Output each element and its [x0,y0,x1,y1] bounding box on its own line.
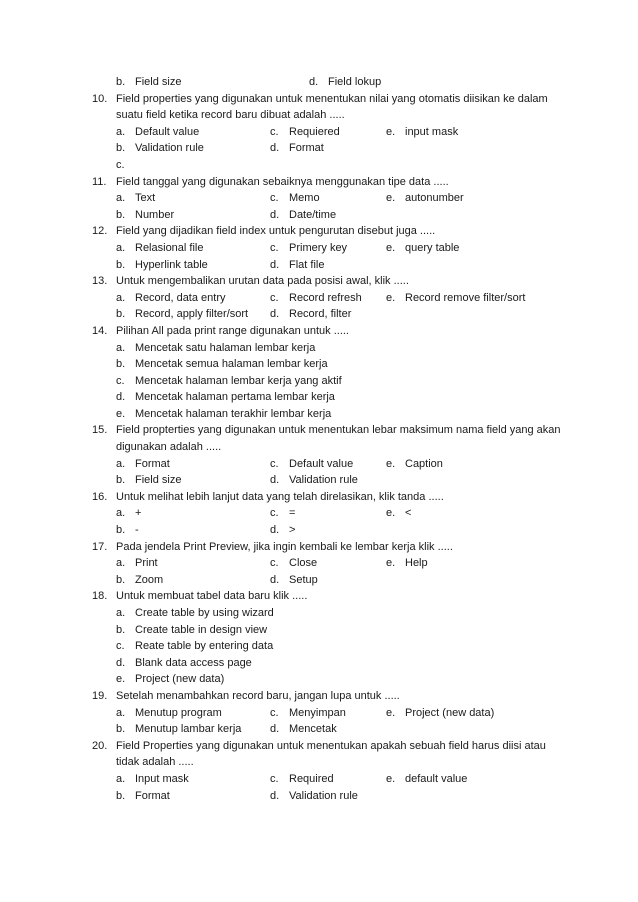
question-text: digunakan adalah ..... [116,441,222,454]
option-row [0,671,638,688]
option-row [0,638,638,655]
option-letter: e. [386,457,396,470]
option-letter: a. [116,457,126,470]
option-text: Memo [289,192,320,205]
option-row [0,622,638,639]
option-letter: a. [116,291,126,304]
option-text: Mencetak halaman terakhir lembar kerja [135,407,332,420]
option-text: = [289,507,296,520]
question-number: 18. [92,590,108,603]
option-letter: d. [270,723,280,736]
option-letter: c. [116,640,125,653]
option-letter: b. [116,142,126,155]
option-letter: e. [386,706,396,719]
option-letter: d. [270,573,280,586]
option-row [0,389,638,406]
option-text: Record remove filter/sort [405,291,526,304]
option-row [0,373,638,390]
question-number: 19. [92,689,108,702]
option-row [0,257,638,274]
option-letter: e. [386,557,396,570]
question-text: Pada jendela Print Preview, jika ingin kembali ke lembar kerja klik ..... [116,540,453,553]
document-page [0,74,638,804]
option-row [0,306,638,323]
option-text: Setup [289,573,318,586]
question-number: 10. [92,92,108,105]
option-row [0,788,638,805]
question-line [0,422,638,439]
option-row [0,605,638,622]
option-letter: a. [116,241,126,254]
option-letter: a. [116,507,126,520]
question-text: tidak adalah ..... [116,756,194,769]
option-letter: d. [270,789,280,802]
question-line [0,489,638,506]
option-row [0,157,638,174]
option-letter: a. [116,192,126,205]
option-text: default value [405,772,468,785]
question-text: Field tanggal yang digunakan sebaiknya menggunakan tipe data ..... [116,175,449,188]
question-text: suatu field ketika record baru dibuat adalah ..... [116,109,345,122]
option-letter: b. [116,258,126,271]
option-letter: d. [116,656,126,669]
option-row [0,505,638,522]
question-text: Untuk mengembalikan urutan data pada posisi awal, klik ..... [116,275,409,288]
question-number: 14. [92,324,108,337]
option-row [0,406,638,423]
option-row [0,356,638,373]
question-line-cont [0,439,638,456]
option-letter: b. [116,723,126,736]
option-text: Format [135,789,170,802]
option-text: Field lokup [328,76,382,88]
option-text: Field size [135,474,182,487]
option-text: Requiered [289,125,340,138]
option-text: Print [135,557,158,570]
option-letter: e. [386,291,396,304]
option-text: Hyperlink table [135,258,208,271]
option-letter: d. [270,308,280,321]
option-letter: e. [116,407,126,420]
question-text: Untuk melihat lebih lanjut data yang telah direlasikan, klik tanda ..... [116,490,444,503]
option-text: query table [405,241,460,254]
option-text: Project (new data) [405,706,495,719]
option-letter: c. [116,374,125,387]
option-text: Mencetak [289,723,337,736]
option-text: Mencetak satu halaman lembar kerja [135,341,316,354]
option-row [0,124,638,141]
option-row [0,74,638,91]
option-text: Create table by using wizard [135,607,274,619]
option-letter: a. [116,772,126,785]
option-text: Close [289,557,318,570]
option-row [0,522,638,539]
option-text: Record, filter [289,308,352,321]
option-letter: d. [116,391,126,404]
option-letter: e. [386,241,396,254]
question-line [0,539,638,556]
question-number: 20. [92,739,108,752]
option-letter: c. [270,291,279,304]
question-line [0,323,638,340]
question-text: Pilihan All pada print range digunakan untuk ..... [116,324,349,337]
option-row [0,705,638,722]
option-row [0,472,638,489]
option-letter: c. [270,706,279,719]
option-text: Caption [405,457,443,470]
option-text: < [405,507,412,520]
question-number: 15. [92,424,108,437]
option-row [0,207,638,224]
option-letter: d. [270,474,280,487]
option-text: Date/time [289,208,337,221]
option-letter: c. [270,557,279,570]
option-text: Relasional file [135,241,204,254]
option-text: Default value [289,457,354,470]
option-row [0,771,638,788]
question-line [0,738,638,755]
question-number: 11. [92,175,107,188]
question-text: Setelah menambahkan record baru, jangan lupa untuk ..... [116,689,400,702]
option-text: Zoom [135,573,164,586]
option-letter: b. [116,524,126,537]
option-text: Field size [135,76,182,88]
option-text: autonumber [405,192,464,205]
option-row [0,555,638,572]
option-letter: d. [270,142,280,155]
question-text: Field Properties yang digunakan untuk menentukan apakah sebuah field harus diisi atau [116,739,546,752]
option-letter: a. [116,125,126,138]
question-number: 13. [92,275,108,288]
option-text: Menutup lambar kerja [135,723,242,736]
option-letter: b. [116,208,126,221]
option-text: Validation rule [289,789,358,802]
option-letter: e. [386,125,396,138]
option-text: Text [135,192,156,205]
option-row [0,340,638,357]
option-text: + [135,507,142,520]
question-text: Field yang dijadikan field index untuk pengurutan disebut juga ..... [116,225,436,238]
option-row [0,240,638,257]
option-text: Blank data access page [135,656,252,669]
option-text: Format [289,142,324,155]
option-text: Required [289,772,334,785]
option-letter: c. [270,772,279,785]
option-text: Default value [135,125,200,138]
option-letter: a. [116,706,126,719]
option-text: Mencetak halaman pertama lembar kerja [135,391,335,404]
option-text: Validation rule [135,142,204,155]
option-text: Validation rule [289,474,358,487]
option-text: Record, data entry [135,291,226,304]
question-line [0,91,638,108]
option-letter: e. [116,673,126,686]
option-row [0,290,638,307]
option-row [0,140,638,157]
option-text: Record, apply filter/sort [135,308,249,321]
option-text: - [135,524,139,537]
question-text: Untuk membuat tabel data baru klik ..... [116,590,308,603]
option-letter: b. [116,474,126,487]
option-letter: c. [270,192,279,205]
option-letter: d. [270,208,280,221]
question-line [0,174,638,191]
option-text: Mencetak halaman lembar kerja yang aktif [135,374,342,387]
option-text: Primery key [289,241,348,254]
option-letter: c. [270,241,279,254]
option-text: Project (new data) [135,673,225,686]
option-letter: d. [309,76,319,88]
option-letter: a. [116,341,126,354]
question-text: Field propterties yang digunakan untuk menentukan lebar maksimum nama field yang akan [116,424,561,437]
option-letter: e. [386,772,396,785]
question-line [0,588,638,605]
option-letter: b. [116,623,126,636]
option-letter: b. [116,308,126,321]
option-row [0,721,638,738]
option-text: Menutup program [135,706,222,719]
question-text: Field properties yang digunakan untuk menentukan nilai yang otomatis diisikan ke dalam [116,92,548,105]
option-text: input mask [405,125,459,138]
option-letter: b. [116,76,126,88]
option-text: Reate table by entering data [135,640,274,653]
question-number: 16. [92,490,108,503]
question-line-cont [0,754,638,771]
option-text: Format [135,457,170,470]
question-line [0,273,638,290]
option-text: Flat file [289,258,325,271]
option-letter: c. [270,125,279,138]
option-text: Number [135,208,175,221]
option-letter: b. [116,789,126,802]
question-number: 12. [92,225,108,238]
option-letter: e. [386,507,396,520]
option-text: Input mask [135,772,189,785]
option-letter: d. [270,258,280,271]
option-letter: c. [270,507,279,520]
option-text: Menyimpan [289,706,346,719]
option-letter: b. [116,573,126,586]
option-letter: d. [270,524,280,537]
question-number: 17. [92,540,108,553]
option-letter: b. [116,358,126,371]
option-letter: a. [116,607,126,619]
option-row [0,655,638,672]
option-text: Help [405,557,428,570]
option-letter: e. [386,192,396,205]
option-text: Create table in design view [135,623,268,636]
option-text: Record refresh [289,291,362,304]
option-row [0,190,638,207]
option-text: > [289,524,296,537]
option-letter: c. [270,457,279,470]
question-line-cont [0,107,638,124]
option-row [0,456,638,473]
question-line [0,688,638,705]
option-text: Mencetak semua halaman lembar kerja [135,358,328,371]
option-row [0,572,638,589]
question-line [0,223,638,240]
option-letter: a. [116,557,126,570]
option-letter: c. [116,158,125,171]
